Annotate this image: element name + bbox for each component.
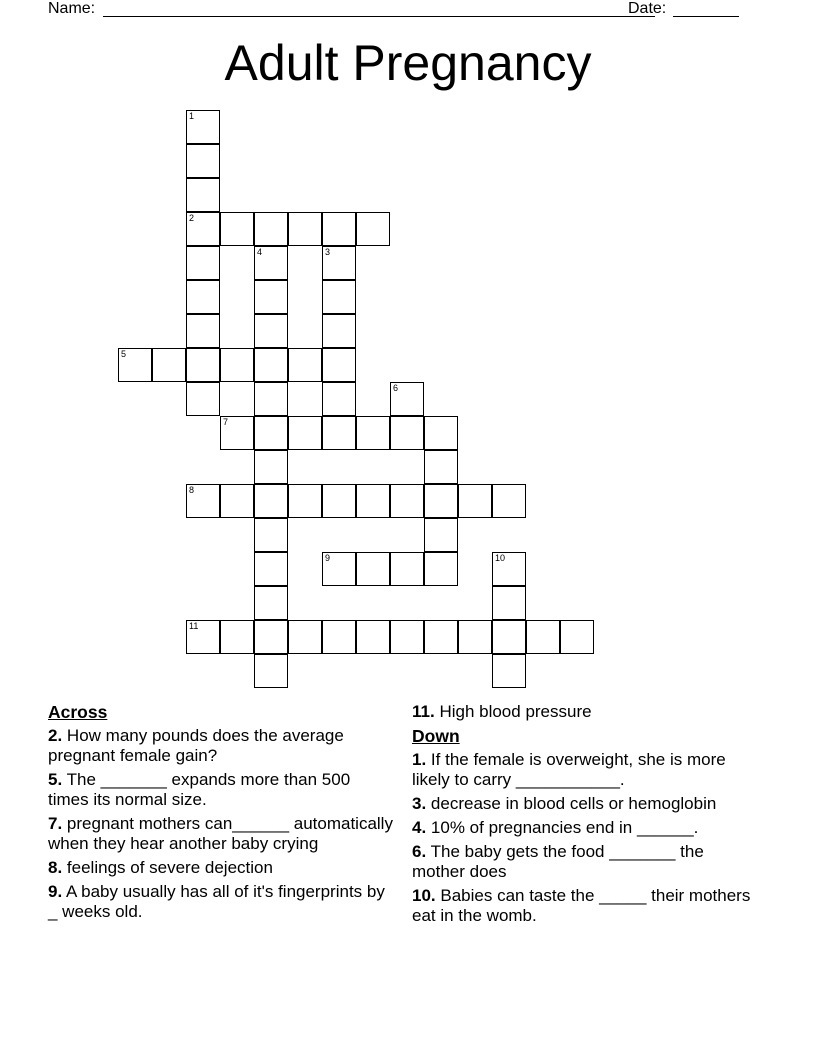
down-clue-3: 3. decrease in blood cells or hemoglobin <box>412 794 717 813</box>
grid-cell[interactable] <box>152 348 186 382</box>
date-line[interactable] <box>673 16 739 17</box>
grid-cell[interactable] <box>254 348 288 382</box>
cell-number: 7 <box>223 417 229 427</box>
page-title: Adult Pregnancy <box>224 35 592 91</box>
grid-cell[interactable] <box>322 484 356 518</box>
down-heading: Down <box>412 726 460 746</box>
grid-cell[interactable] <box>390 382 424 416</box>
grid-cell[interactable] <box>322 314 356 348</box>
grid-cell[interactable] <box>356 552 390 586</box>
grid-cell[interactable] <box>186 620 220 654</box>
grid-cell[interactable] <box>220 484 254 518</box>
down-clue-4: 4. 10% of pregnancies end in ______. <box>412 818 699 837</box>
grid-cell[interactable] <box>424 552 458 586</box>
cell-number: 3 <box>325 247 331 257</box>
grid-cell[interactable] <box>186 280 220 314</box>
cell-number: 1 <box>189 111 195 121</box>
clues-right-column <box>412 702 757 930</box>
grid-cell[interactable] <box>186 212 220 246</box>
grid-cell[interactable] <box>186 382 220 416</box>
grid-cell[interactable] <box>492 620 526 654</box>
header <box>48 0 740 20</box>
grid-cell[interactable] <box>186 178 220 212</box>
across-clue-11: 11. High blood pressure <box>412 702 592 721</box>
grid-cell[interactable] <box>186 110 220 144</box>
cell-number: 2 <box>189 213 195 223</box>
grid-cell[interactable] <box>424 450 458 484</box>
grid-cell[interactable] <box>288 348 322 382</box>
grid-cell[interactable] <box>118 348 152 382</box>
grid-cell[interactable] <box>288 484 322 518</box>
grid-cell[interactable] <box>186 484 220 518</box>
cell-number: 5 <box>121 349 127 359</box>
grid-cell[interactable] <box>356 416 390 450</box>
across-heading: Across <box>48 702 108 722</box>
grid-cell[interactable] <box>492 654 526 688</box>
grid-cell[interactable] <box>390 552 424 586</box>
across-clue-2: 2. How many pounds does the average pregnant female gain? <box>48 726 344 765</box>
grid-cell[interactable] <box>254 450 288 484</box>
date-label: Date: <box>628 0 667 17</box>
grid-cell[interactable] <box>254 280 288 314</box>
cell-number: 8 <box>189 485 195 495</box>
cell-number: 4 <box>257 247 263 257</box>
grid-cell[interactable] <box>322 552 356 586</box>
across-clue-8: 8. feelings of severe dejection <box>48 858 273 877</box>
across-clue-9: 9. A baby usually has all of it's fingerprints by _ weeks old. <box>48 882 385 921</box>
grid-cell[interactable] <box>220 620 254 654</box>
grid-cell[interactable] <box>322 348 356 382</box>
grid-cell[interactable] <box>424 484 458 518</box>
grid-cell[interactable] <box>492 552 526 586</box>
grid-cell[interactable] <box>458 620 492 654</box>
grid-cell[interactable] <box>526 620 560 654</box>
grid-cell[interactable] <box>254 246 288 280</box>
grid-cell[interactable] <box>356 484 390 518</box>
clues-left-column <box>48 702 393 926</box>
grid-cell[interactable] <box>390 416 424 450</box>
grid-cell[interactable] <box>220 212 254 246</box>
grid-cell[interactable] <box>322 382 356 416</box>
grid-cell[interactable] <box>254 314 288 348</box>
grid-cell[interactable] <box>254 484 288 518</box>
grid-cell[interactable] <box>254 586 288 620</box>
grid-cell[interactable] <box>254 654 288 688</box>
down-clue-6: 6. The baby gets the food _______ the mother does <box>412 842 704 881</box>
grid-cell[interactable] <box>560 620 594 654</box>
cell-number: 10 <box>495 553 506 563</box>
grid-cell[interactable] <box>220 416 254 450</box>
grid-cell[interactable] <box>458 484 492 518</box>
across-clue-5: 5. The _______ expands more than 500 times its normal size. <box>48 770 351 809</box>
grid-cell[interactable] <box>186 144 220 178</box>
grid-cell[interactable] <box>254 518 288 552</box>
down-clue-1: 1. If the female is overweight, she is more likely to carry ___________. <box>412 750 726 789</box>
grid-cell[interactable] <box>288 212 322 246</box>
grid-cell[interactable] <box>254 416 288 450</box>
grid-cell[interactable] <box>220 348 254 382</box>
grid-cell[interactable] <box>254 382 288 416</box>
grid-cell[interactable] <box>322 212 356 246</box>
name-line[interactable] <box>103 16 655 17</box>
grid-cell[interactable] <box>322 280 356 314</box>
grid-cell[interactable] <box>186 348 220 382</box>
grid-cell[interactable] <box>186 246 220 280</box>
grid-cell[interactable] <box>424 518 458 552</box>
down-clue-10: 10. Babies can taste the _____ their mothers eat in the womb. <box>412 886 751 925</box>
across-clue-7: 7. pregnant mothers can______ automatically when they hear another baby crying <box>48 814 393 853</box>
grid-cell[interactable] <box>356 212 390 246</box>
grid-cell[interactable] <box>356 620 390 654</box>
cell-number: 9 <box>325 553 331 563</box>
cell-number: 6 <box>393 383 399 393</box>
cell-number: 11 <box>189 621 199 631</box>
grid-cell[interactable] <box>322 246 356 280</box>
grid-cell[interactable] <box>186 314 220 348</box>
grid-cell[interactable] <box>254 212 288 246</box>
grid-cell[interactable] <box>322 620 356 654</box>
grid-cell[interactable] <box>492 484 526 518</box>
grid-cell[interactable] <box>390 484 424 518</box>
grid-cell[interactable] <box>288 620 322 654</box>
grid-cell[interactable] <box>492 586 526 620</box>
grid-cell[interactable] <box>288 416 322 450</box>
grid-cell[interactable] <box>390 620 424 654</box>
name-label: Name: <box>48 0 96 17</box>
grid-cell[interactable] <box>254 552 288 586</box>
grid-cell[interactable] <box>424 620 458 654</box>
grid-cell[interactable] <box>322 416 356 450</box>
grid-cell[interactable] <box>424 416 458 450</box>
grid-cell[interactable] <box>254 620 288 654</box>
